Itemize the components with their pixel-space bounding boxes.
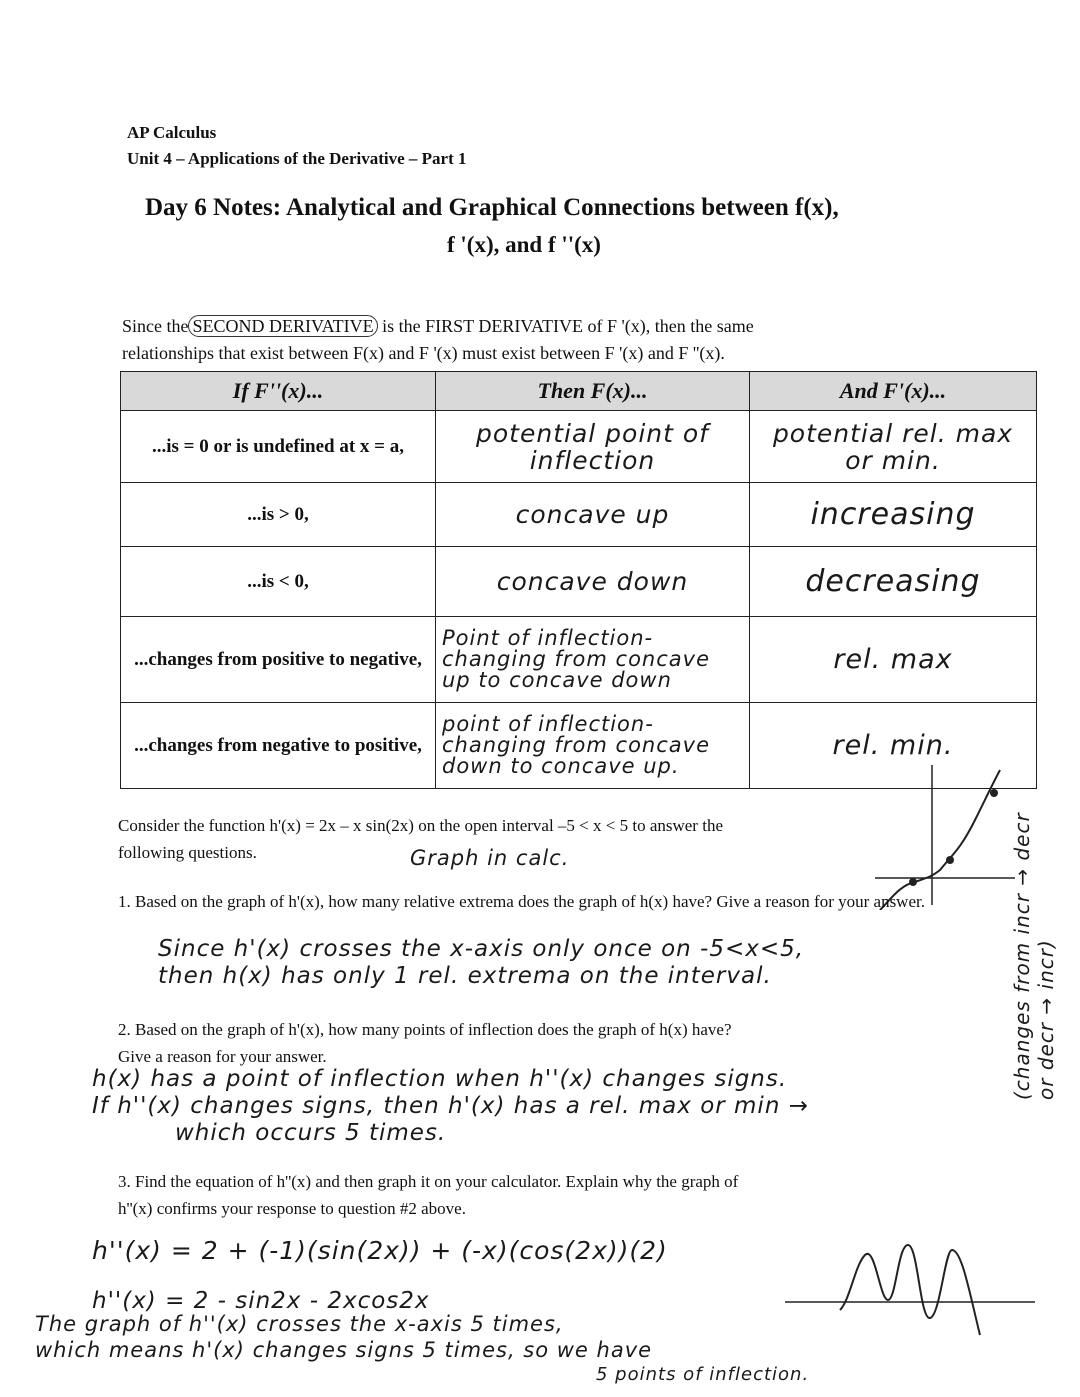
circled-phrase: SECOND DERIVATIVE (188, 315, 377, 337)
table-cell-and: potential rel. max or min. (750, 411, 1037, 483)
q3-answer-line-5: 5 points of inflection. (596, 1364, 810, 1385)
q2-answer-line-2: If h''(x) changes signs, then h'(x) has a rel. max or min → (92, 1093, 809, 1119)
q2-answer-line-1: h(x) has a point of inflection when h''(x) changes signs. (92, 1066, 788, 1092)
relationship-table (120, 371, 1037, 789)
table-cell-and: rel. min. (750, 703, 1037, 789)
table-header: Then F(x)... (436, 372, 750, 411)
q1-answer-line-2: then h(x) has only 1 rel. extrema on the interval. (158, 963, 772, 989)
consider-note: Graph in calc. (410, 846, 570, 870)
q3-answer-line-4: which means h'(x) changes signs 5 times, so we have (35, 1338, 653, 1362)
question-2 (118, 1016, 732, 1070)
table-cell-condition: ...changes from positive to negative, (121, 617, 436, 703)
table-row (121, 411, 1037, 483)
question-1: 1. Based on the graph of h'(x), how many relative extrema does the graph of h(x) have? Give a reason for your answer. (118, 892, 925, 911)
q2-answer-line-3: which occurs 5 times. (175, 1120, 447, 1146)
page-title: Day 6 Notes: Analytical and Graphical Connections between f(x), (145, 194, 839, 221)
table-cell-condition: ...changes from negative to positive, (121, 703, 436, 789)
page-title-line2: f '(x), and f ''(x) (447, 232, 601, 257)
question-2-line-1: 2. Based on the graph of h'(x), how many points of inflection does the graph of h(x) have? (118, 1020, 732, 1039)
table-header-row (121, 372, 1037, 411)
intro-text-2: is the FIRST DERIVATIVE of F '(x), then the same (377, 316, 754, 336)
intro-text-3: relationships that exist between F(x) and F '(x) must exist between F '(x) and F ''(x). (122, 343, 725, 363)
table-cell-condition: ...is = 0 or is undefined at x = a, (121, 411, 436, 483)
h-double-prime-sketch (780, 1240, 1040, 1350)
table-cell-and: rel. max (750, 617, 1037, 703)
consider-line-2: following questions. (118, 843, 257, 862)
q3-answer-line-1: h''(x) = 2 + (-1)(sin(2x)) + (-x)(cos(2x))(2) (92, 1236, 668, 1265)
document-header (127, 120, 467, 172)
table-row (121, 617, 1037, 703)
question-2-line-2: Give a reason for your answer. (118, 1047, 327, 1066)
q3-answer-line-3: The graph of h''(x) crosses the x-axis 5 times, (35, 1312, 564, 1336)
question-3-line-2: h''(x) confirms your response to question #2 above. (118, 1199, 466, 1218)
side-note-line-2: or decr → incr) (1034, 939, 1058, 1100)
intro-text-1: Since the (122, 316, 189, 336)
table-cell-and: increasing (750, 483, 1037, 547)
unit-name: Unit 4 – Applications of the Derivative – Part 1 (127, 149, 467, 168)
q3-answer-line-2: h''(x) = 2 - sin2x - 2xcos2x (92, 1288, 430, 1314)
consider-line-1: Consider the function h'(x) = 2x – x sin(2x) on the open interval –5 < x < 5 to answer the (118, 816, 723, 835)
table-cell-then: concave up (436, 483, 750, 547)
table-cell-and: decreasing (750, 547, 1037, 617)
intro-paragraph (122, 313, 922, 367)
table-cell-then: potential point of inflection (436, 411, 750, 483)
table-cell-then: Point of inflection- changing from concave up to concave down (436, 617, 750, 703)
table-header: And F'(x)... (750, 372, 1037, 411)
course-name: AP Calculus (127, 123, 217, 142)
table-cell-then: concave down (436, 547, 750, 617)
table-cell-condition: ...is > 0, (121, 483, 436, 547)
table-row (121, 547, 1037, 617)
question-3-line-1: 3. Find the equation of h''(x) and then graph it on your calculator. Explain why the graph of (118, 1172, 739, 1191)
question-3 (118, 1168, 738, 1222)
side-note (1010, 812, 1058, 1100)
q1-answer-line-1: Since h'(x) crosses the x-axis only once on -5<x<5, (158, 936, 805, 962)
table-cell-then: point of inflection- changing from concave down to concave up. (436, 703, 750, 789)
table-row (121, 483, 1037, 547)
side-note-line-1: (changes from incr → decr (1010, 812, 1034, 1100)
table-header: If F''(x)... (121, 372, 436, 411)
table-cell-condition: ...is < 0, (121, 547, 436, 617)
